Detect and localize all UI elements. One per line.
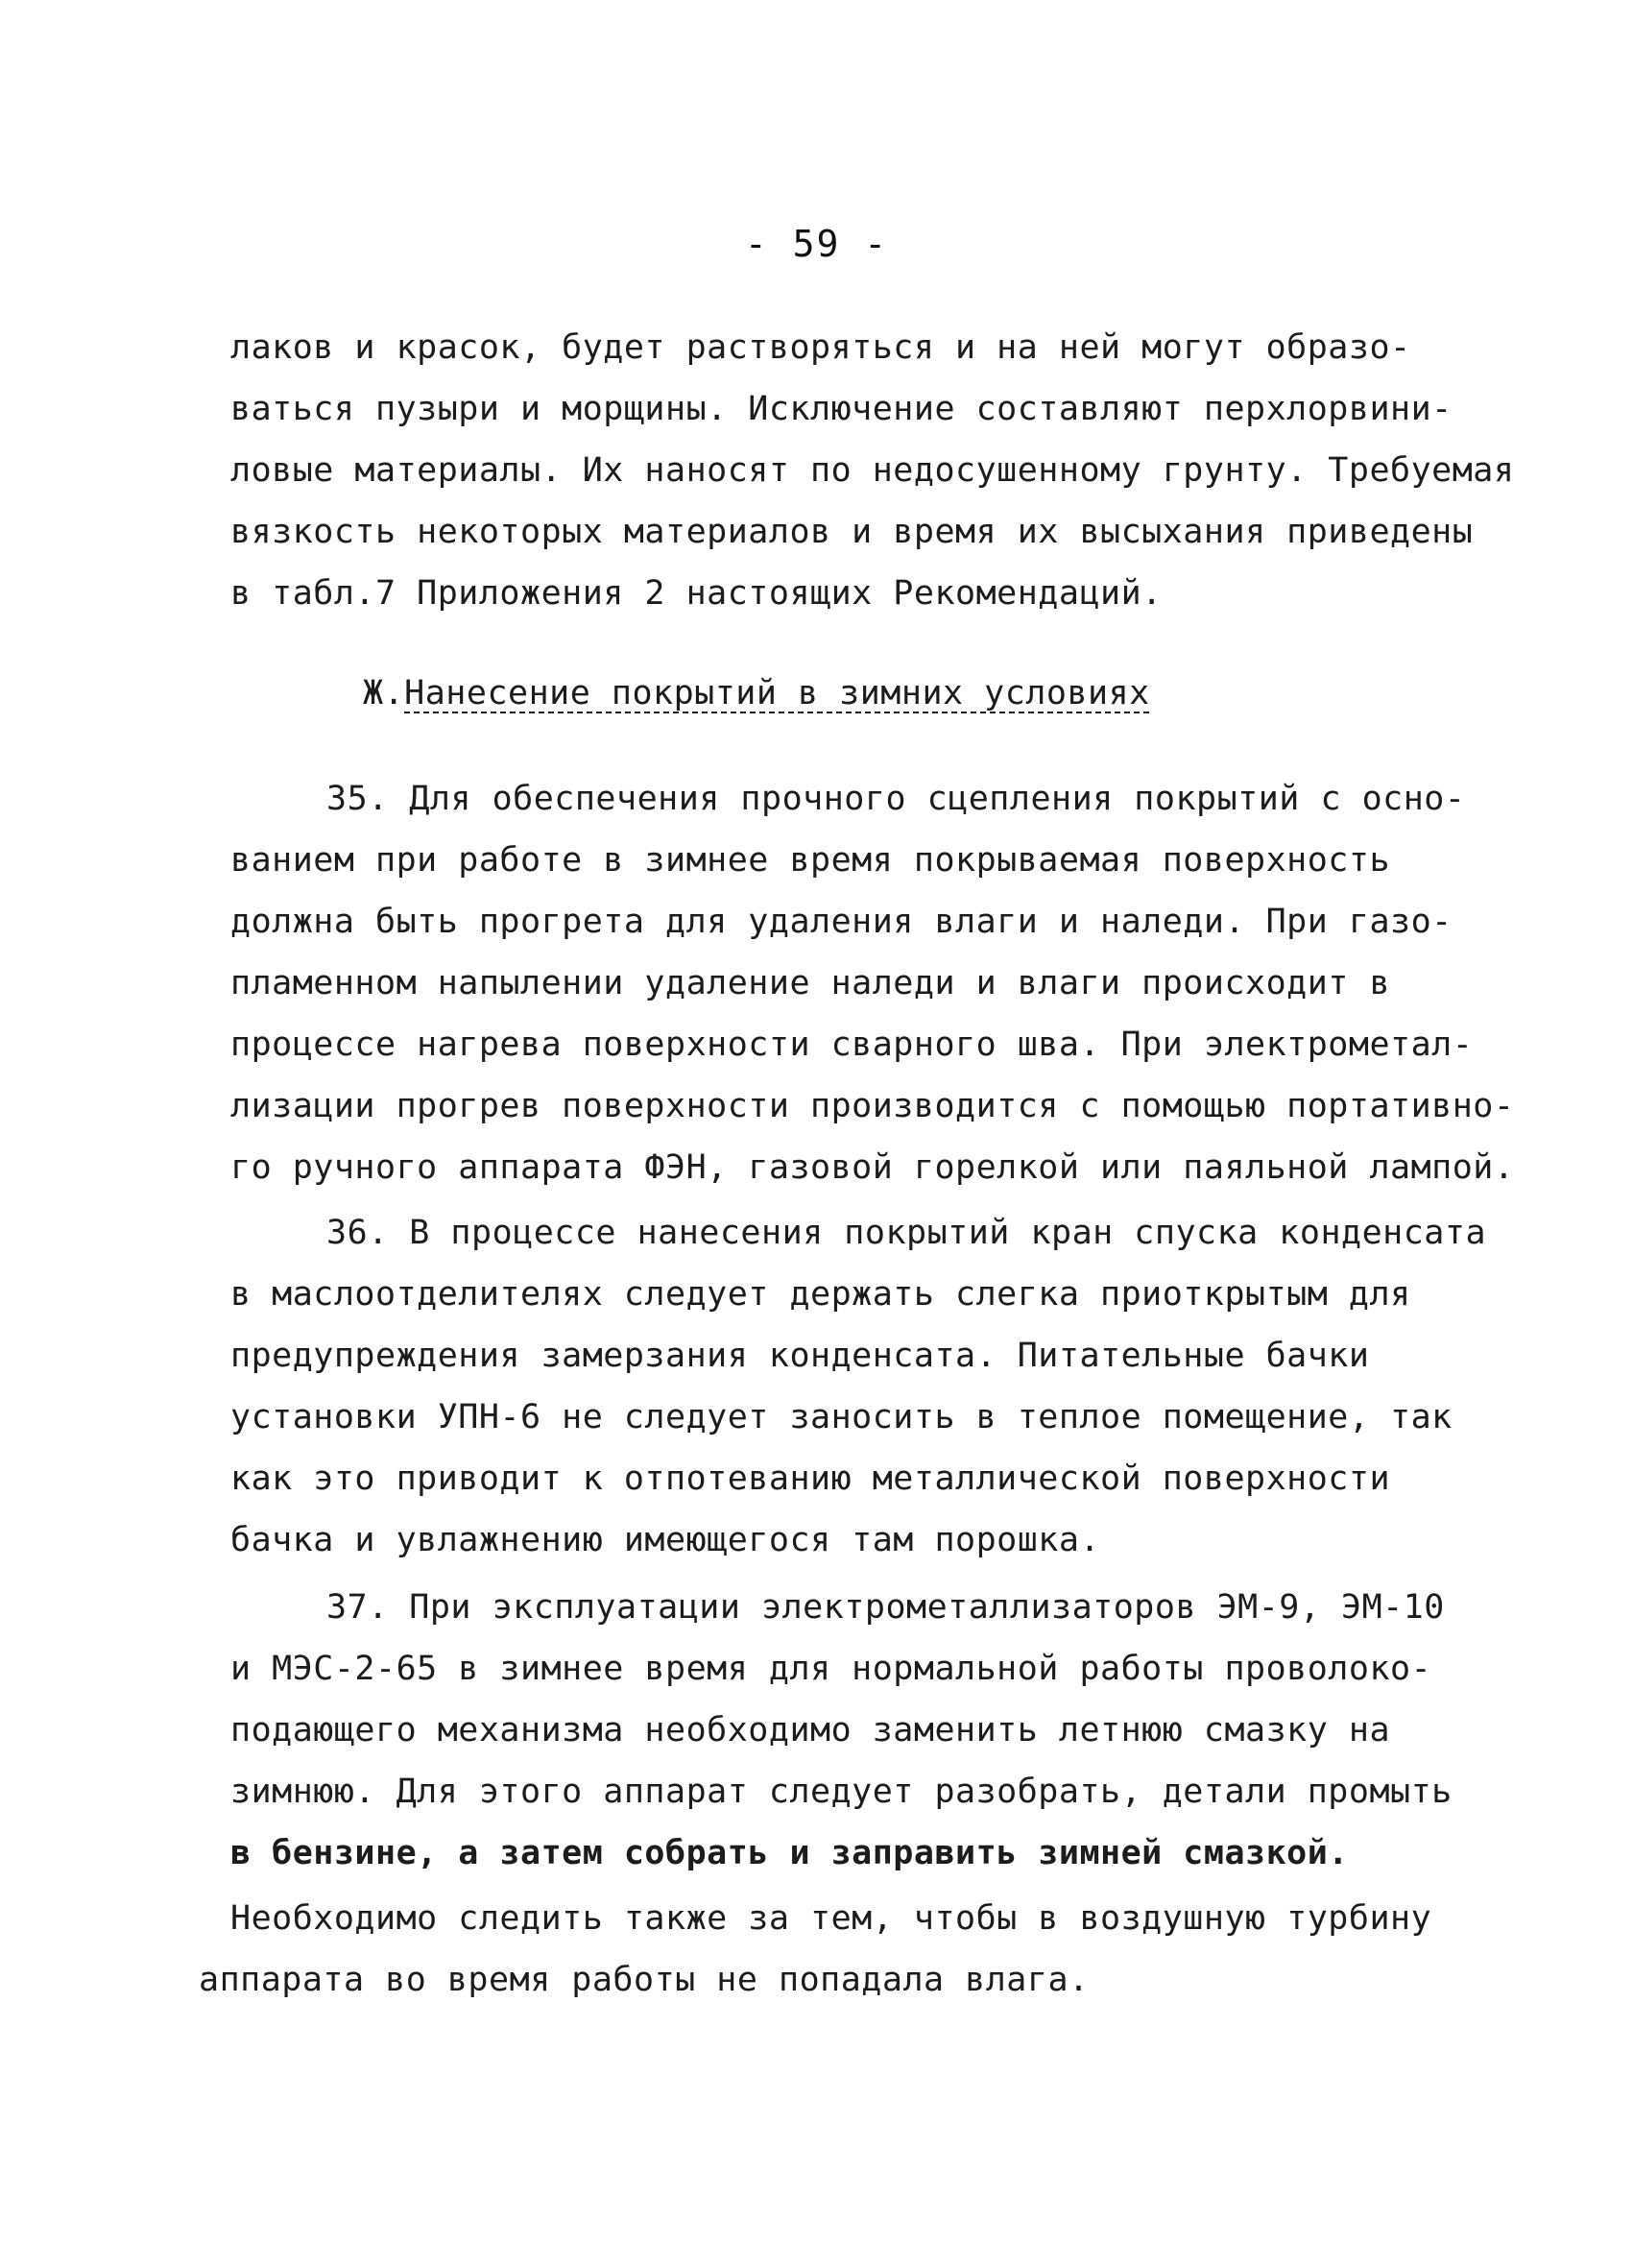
- text-line: 35. Для обеспечения прочного сцепления покрытий с осно-: [326, 780, 1466, 818]
- text-line: лизации прогрев поверхности производится с помощью портативно-: [230, 1087, 1515, 1125]
- text-line: лаков и красок, будет растворяться и на ней могут образо-: [230, 328, 1411, 367]
- text-line: бачка и увлажнению имеющегося там порошка.: [230, 1521, 1101, 1559]
- page-number: - 59 -: [744, 223, 889, 265]
- text-line: ваться пузыри и морщины. Исключение составляют перхлорвини-: [230, 390, 1453, 428]
- section-heading: [363, 672, 1150, 714]
- text-line: 37. При эксплуатации электрометаллизаторов ЭМ-9, ЭМ-10: [326, 1588, 1445, 1627]
- text-line: Необходимо следить также за тем, чтобы в воздушную турбину: [230, 1899, 1432, 1938]
- text-line: предупреждения замерзания конденсата. Питательные бачки: [230, 1337, 1370, 1375]
- text-line: в бензине, а затем собрать и заправить зимней смазкой.: [230, 1834, 1349, 1872]
- text-line: процессе нагрева поверхности сварного шва. При электрометал-: [230, 1025, 1474, 1064]
- text-line: установки УПН-6 не следует заносить в теплое помещение, так: [230, 1398, 1453, 1436]
- text-line: аппарата во время работы не попадала влага.: [199, 1961, 1090, 1999]
- text-line: зимнюю. Для этого аппарат следует разобрать, детали промыть: [230, 1773, 1453, 1811]
- text-line: ванием при работе в зимнее время покрываемая поверхность: [230, 841, 1391, 880]
- text-line: вязкость некоторых материалов и время их высыхания приведены: [230, 513, 1474, 551]
- text-line: ловые материалы. Их наносят по недосушенному грунту. Требуемая: [230, 451, 1515, 490]
- text-line: как это приводит к отпотеванию металлической поверхности: [230, 1460, 1391, 1498]
- text-line: должна быть прогрета для удаления влаги и наледи. При газо-: [230, 903, 1453, 941]
- text-line: в табл.7 Приложения 2 настоящих Рекомендаций.: [230, 574, 1163, 613]
- text-line: пламенном напылении удаление наледи и влаги происходит в: [230, 964, 1391, 1002]
- text-line: и МЭС-2-65 в зимнее время для нормальной работы проволоко-: [230, 1650, 1432, 1688]
- text-line: 36. В процессе нанесения покрытий кран спуска конденсата: [326, 1214, 1487, 1252]
- text-line: в маслоотделителях следует держать слегка приоткрытым для: [230, 1275, 1411, 1314]
- section-number: Ж.: [363, 674, 405, 712]
- text-line: подающего механизма необходимо заменить летнюю смазку на: [230, 1711, 1391, 1749]
- section-title: Нанесение покрытий в зимних условиях: [404, 674, 1150, 712]
- text-line: го ручного аппарата ФЭН, газовой горелкой или паяльной лампой.: [230, 1148, 1515, 1187]
